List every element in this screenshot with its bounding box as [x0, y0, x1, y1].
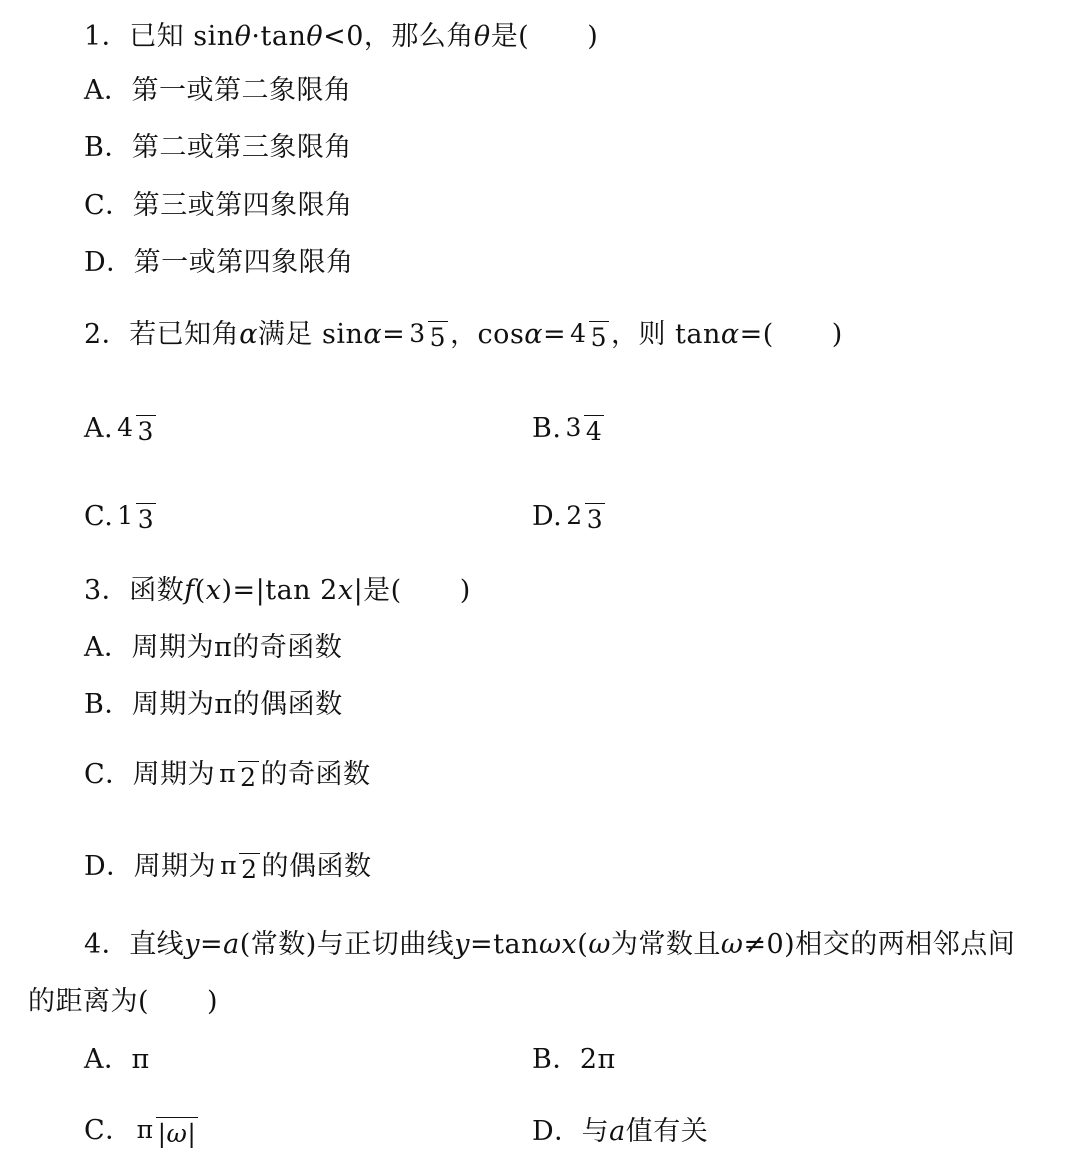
q1-option-b: B．第二或第三象限角: [84, 131, 352, 163]
q1-stem: 1．已知 sinθ·tanθ<0，那么角θ是( ): [84, 20, 599, 52]
q4-stem-line2: 的距离为( ): [28, 985, 219, 1017]
q4-option-d: D．与a值有关: [532, 1115, 709, 1147]
q2-option-a: A. 4 3: [84, 413, 154, 446]
q4-option-a: A．π: [84, 1043, 150, 1075]
q4-option-c: C． π |ω|: [84, 1115, 197, 1148]
q1-option-a: A．第一或第二象限角: [84, 74, 352, 106]
q3-option-d: D． 周期为 π 2 的偶函数: [84, 851, 372, 884]
q3-option-b: B．周期为π的偶函数: [84, 688, 343, 720]
q2-option-c: C. 1 3: [84, 501, 155, 534]
q1-option-d: D．第一或第四象限角: [84, 246, 354, 278]
q2-cos-fraction: 4 5: [570, 319, 607, 352]
q3-stem: 3．函数f(x)=|tan 2x|是( ): [84, 574, 471, 606]
q2-sin-fraction: 3 5: [409, 319, 447, 352]
q3-option-a: A．周期为π的奇函数: [84, 631, 343, 663]
q2-option-d: D. 2 3: [532, 501, 604, 534]
q1-option-c: C．第三或第四象限角: [84, 189, 353, 221]
q2-option-b: B. 3 4: [532, 413, 603, 446]
q2-stem: 2． 若已知角 α 满足 sin α = 3 5 ，cos α = 4 5 ，则 tan α =( ): [84, 319, 843, 352]
q3-option-c: C． 周期为 π 2 的奇函数: [84, 759, 371, 792]
q4-option-b: B．2π: [532, 1043, 616, 1075]
q4-stem-line1: 4．直线y=a(常数)与正切曲线y=tanωx(ω为常数且ω≠0)相交的两相邻点间: [84, 928, 1016, 960]
